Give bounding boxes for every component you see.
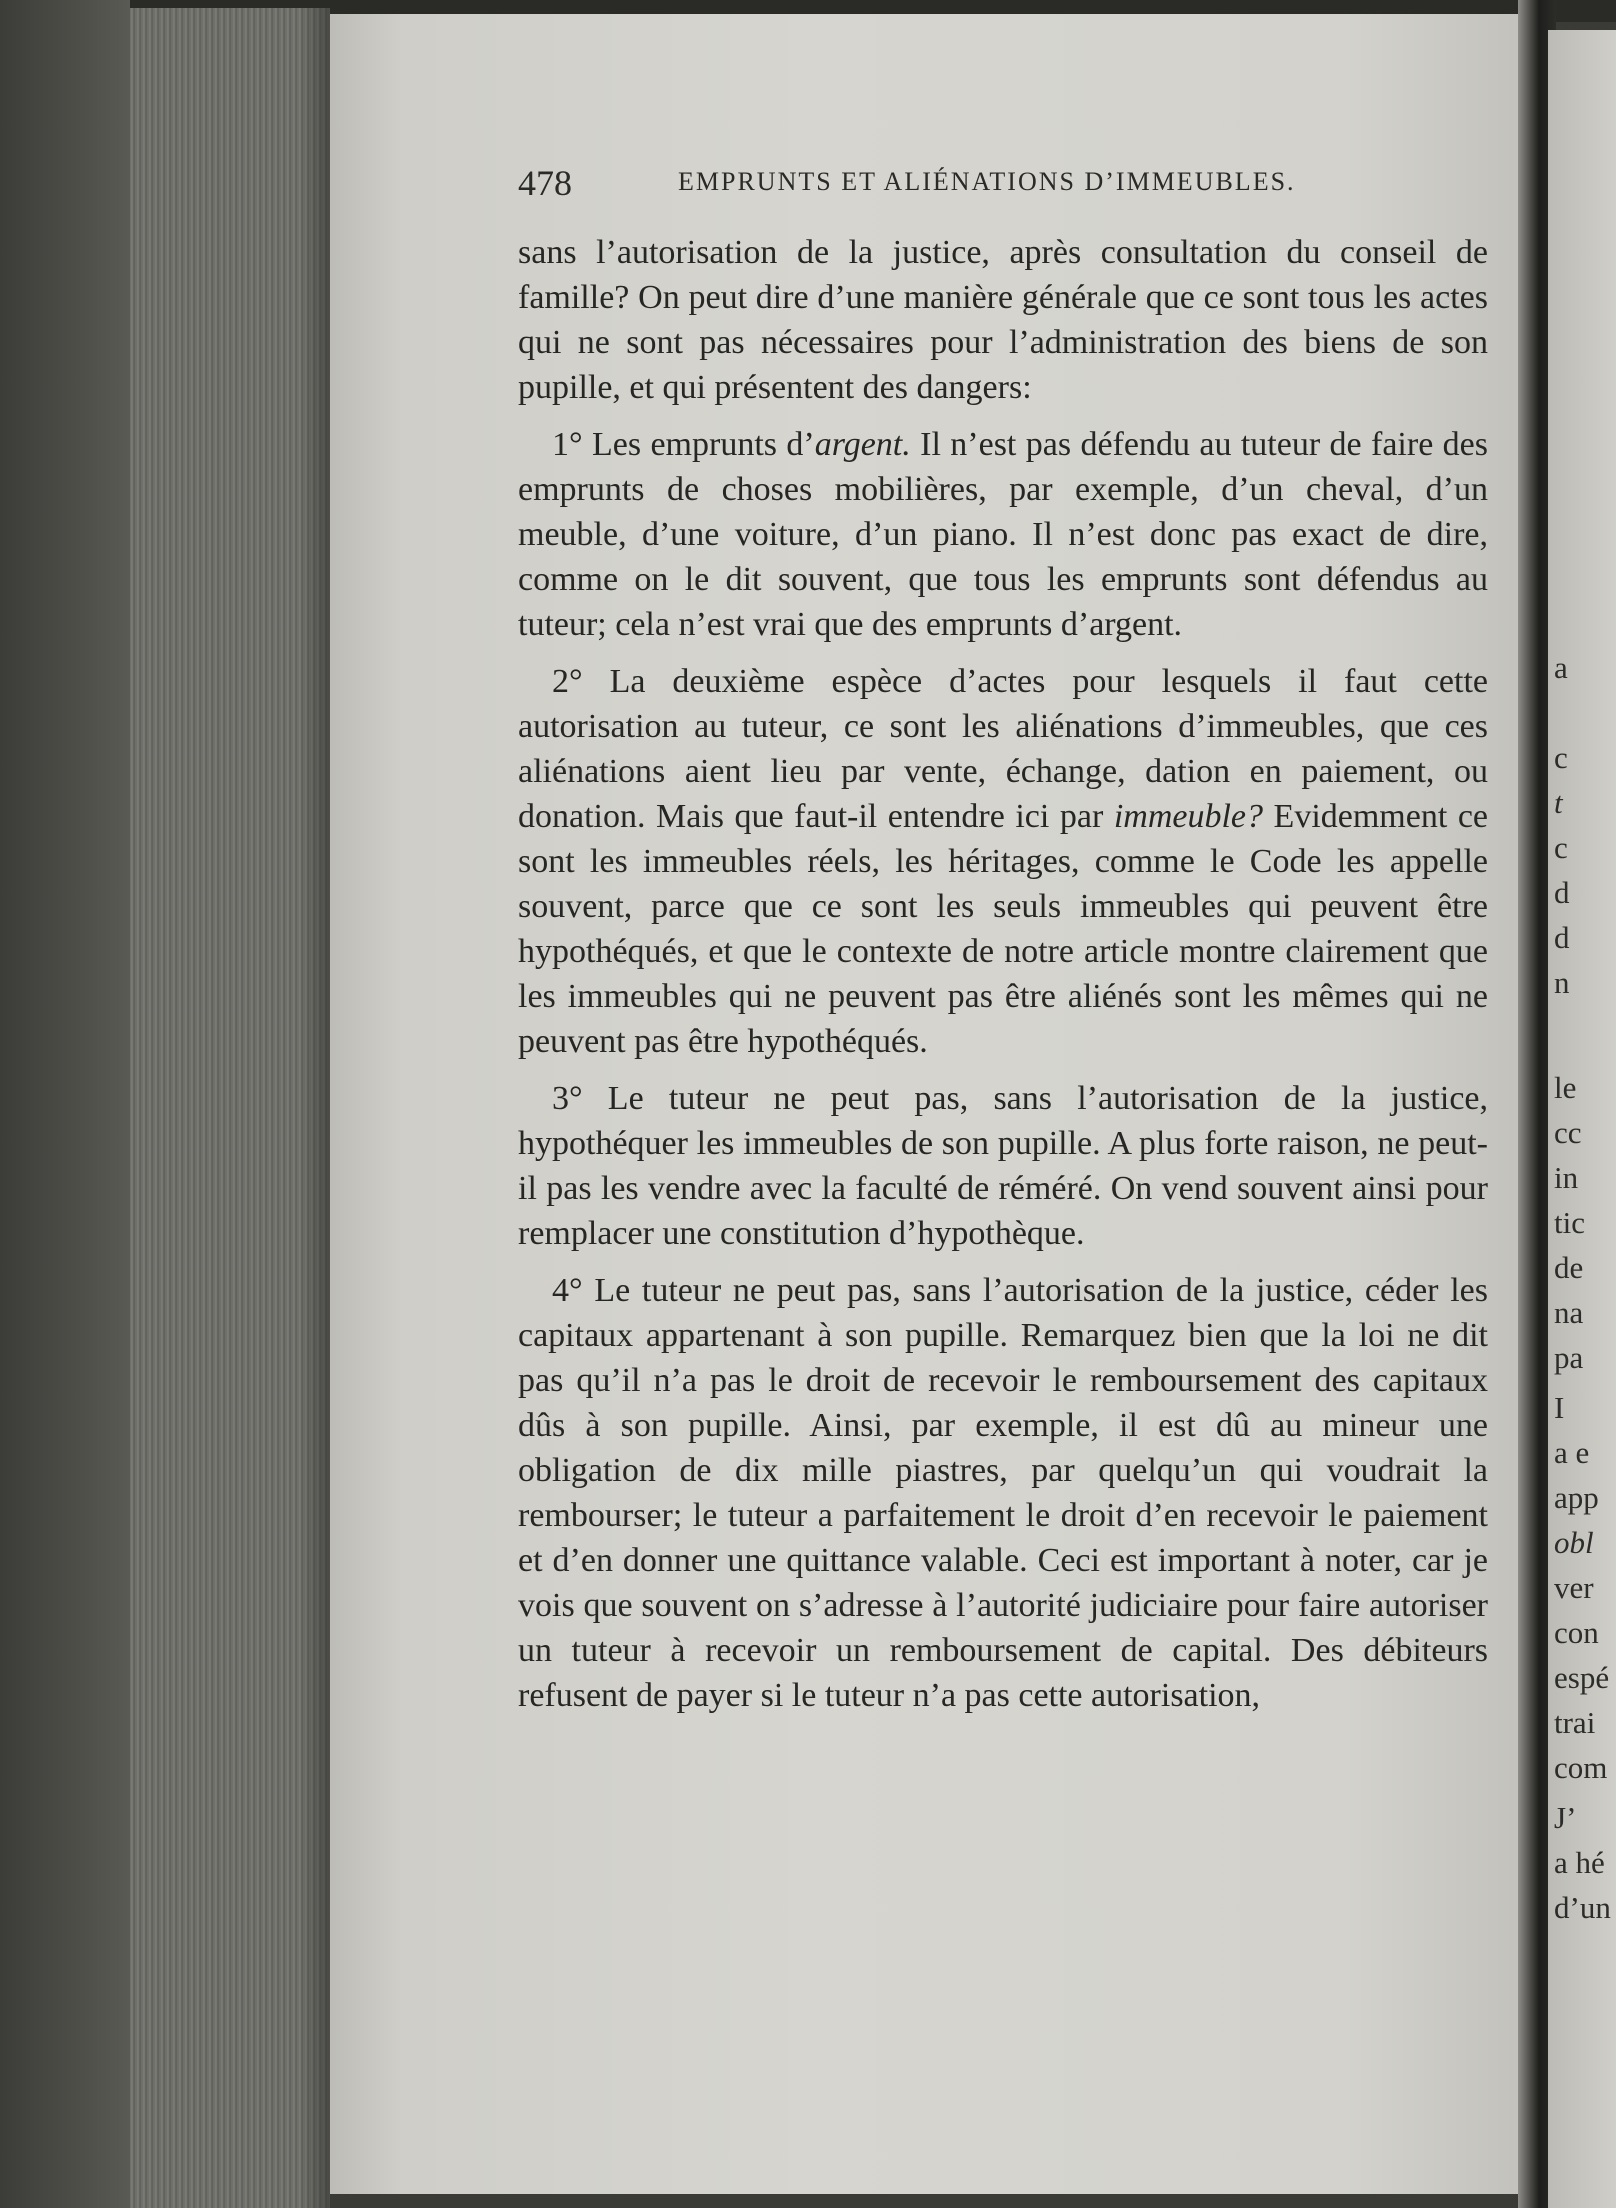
paragraph: 2° La deuxième espèce d’actes pour lesquels il faut cette autorisation au tuteur, ce sont les aliénations d’immeubles, que ces aliénations aient lieu par vente, échange, dation en paiement, ou donation. Mais que faut-il entendre ici par immeuble? Evidemment ce sont les immeubles réels, les héritages, comme le Code les appelle souvent, parce que ce sont les seuls immeubles qui peuvent être hypothéqués, et que le contexte de notre article montre clairement que les immeubles qui ne peuvent pas être aliénés sont les mêmes qui ne peuvent pas être hypothéqués.	[518, 663, 1488, 1060]
scan-left-background	[0, 0, 130, 2208]
facing-page-fragment: a hé	[1554, 1845, 1605, 1880]
running-head: EMPRUNTS ET ALIÉNATIONS D’IMMEUBLES.	[678, 167, 1296, 196]
facing-page-fragment: ver	[1554, 1570, 1594, 1605]
facing-page-fragment: c	[1554, 830, 1568, 865]
facing-page-edge	[1548, 30, 1616, 2208]
facing-page-fragment: a e	[1554, 1435, 1590, 1470]
page-header	[518, 162, 1458, 202]
facing-page-fragment: na	[1554, 1295, 1584, 1330]
paragraph: 1° Les emprunts d’argent. Il n’est pas défendu au tuteur de faire des emprunts de choses mobilières, par exemple, d’un cheval, d’un meuble, d’une voiture, d’un piano. Il n’est donc pas exact de dire, comme on le dit souvent, que tous les emprunts sont défendus au tuteur; cela n’est vrai que des emprunts d’argent.	[518, 426, 1488, 643]
facing-page-fragment: de	[1554, 1250, 1584, 1285]
facing-page-fragment: trai	[1554, 1705, 1596, 1740]
facing-page-fragment: d	[1554, 920, 1570, 955]
facing-page-fragment: a	[1554, 650, 1568, 685]
paragraph: sans l’autorisation de la justice, après consultation du conseil de famille? On peut dire d’une manière générale que ce sont tous les actes qui ne sont pas nécessaires pour l’administration des biens de son pupille, et qui présentent des dangers:	[518, 234, 1488, 406]
facing-page-fragment: com	[1554, 1750, 1608, 1785]
facing-page-fragment: espé	[1554, 1660, 1610, 1695]
facing-page-fragment: n	[1554, 965, 1570, 1000]
facing-page-fragment: obl	[1554, 1525, 1594, 1560]
facing-page-fragment: t	[1554, 785, 1563, 820]
facing-page-fragment: c	[1554, 740, 1568, 775]
facing-page-fragment: pa	[1554, 1340, 1584, 1375]
page-body	[518, 230, 1488, 1730]
facing-page-fragment: d’un	[1554, 1890, 1611, 1925]
facing-page-fragment: I	[1554, 1390, 1565, 1425]
facing-page-fragment: cc	[1554, 1115, 1582, 1150]
facing-page-fragment: J’	[1554, 1800, 1577, 1835]
facing-page-fragment: tic	[1554, 1205, 1585, 1240]
facing-page-fragment: d	[1554, 875, 1570, 910]
facing-page-fragment: in	[1554, 1160, 1579, 1195]
paragraph: 3° Le tuteur ne peut pas, sans l’autorisation de la justice, hypothéquer les immeubles de son pupille. A plus forte raison, ne peut-il pas les vendre avec la faculté de réméré. On vend souvent ainsi pour remplacer une constitution d’hypothèque.	[518, 1080, 1488, 1252]
facing-page-fragment: app	[1554, 1480, 1599, 1515]
facing-page-fragment: con	[1554, 1615, 1599, 1650]
facing-page-fragment: le	[1554, 1070, 1577, 1105]
paragraph: 4° Le tuteur ne peut pas, sans l’autorisation de la justice, céder les capitaux appartenant à son pupille. Remarquez bien que la loi ne dit pas qu’il n’a pas le droit de recevoir le remboursement des capitaux dûs à son pupille. Ainsi, par exemple, il est dû au mineur une obligation de dix mille piastres, par quelqu’un qui voudrait la rembourser; le tuteur a parfaitement le droit d’en recevoir le paiement et d’en donner une quittance valable. Ceci est important à noter, car je vois que souvent on s’adresse à l’autorité judiciaire pour faire autoriser un tuteur à recevoir un remboursement de capital. Des débiteurs refusent de payer si le tuteur n’a pas cette autorisation,	[518, 1272, 1488, 1714]
page-number: 478	[518, 163, 572, 203]
